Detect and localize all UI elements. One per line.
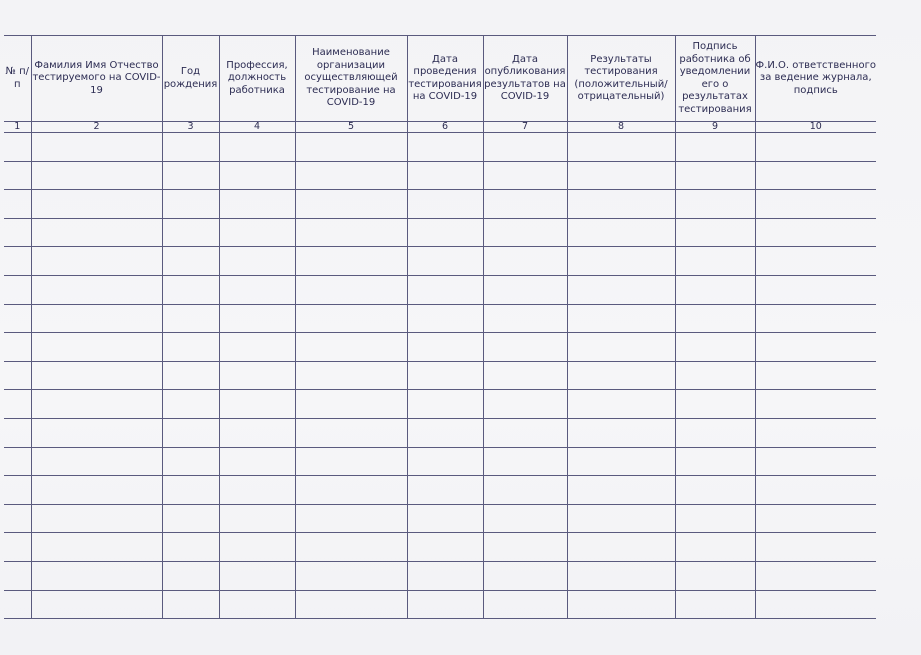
table-cell[interactable]	[4, 390, 31, 419]
table-cell[interactable]	[4, 361, 31, 390]
table-cell[interactable]	[567, 333, 675, 362]
table-row	[4, 476, 876, 505]
table-cell[interactable]	[483, 333, 567, 362]
table-cell[interactable]	[295, 561, 407, 590]
table-cell[interactable]	[295, 161, 407, 190]
table-row	[4, 561, 876, 590]
table-cell[interactable]	[31, 590, 162, 619]
table-cell[interactable]	[4, 418, 31, 447]
column-number: 5	[295, 122, 407, 133]
table-cell[interactable]	[483, 418, 567, 447]
table-cell[interactable]	[755, 390, 876, 419]
table-cell[interactable]	[567, 247, 675, 276]
column-number: 7	[483, 122, 567, 133]
table-cell[interactable]	[675, 418, 755, 447]
table-cell[interactable]	[675, 476, 755, 505]
table-cell[interactable]	[407, 590, 483, 619]
table-cell[interactable]	[4, 304, 31, 333]
table-cell[interactable]	[567, 561, 675, 590]
table-cell[interactable]	[407, 247, 483, 276]
table-cell[interactable]	[219, 333, 295, 362]
table-cell[interactable]	[295, 333, 407, 362]
table-cell[interactable]	[162, 390, 219, 419]
table-cell[interactable]	[4, 190, 31, 219]
table-cell[interactable]	[567, 361, 675, 390]
header-cell-responsible-person: Ф.И.О. ответственного за ведение журнала, подпись	[755, 36, 876, 122]
column-number: 4	[219, 122, 295, 133]
table-cell[interactable]	[675, 275, 755, 304]
table-cell[interactable]	[219, 304, 295, 333]
table-cell[interactable]	[675, 561, 755, 590]
table-cell[interactable]	[162, 133, 219, 162]
table-cell[interactable]	[483, 161, 567, 190]
table-cell[interactable]	[162, 533, 219, 562]
table-cell[interactable]	[162, 333, 219, 362]
table-cell[interactable]	[162, 447, 219, 476]
table-row	[4, 361, 876, 390]
header-cell-position: Профессия, должность работника	[219, 36, 295, 122]
table-cell[interactable]	[295, 504, 407, 533]
header-cell-test-result: Результаты тестирования (положительный/ отрицательный)	[567, 36, 675, 122]
table-cell[interactable]	[407, 333, 483, 362]
table-cell[interactable]	[162, 361, 219, 390]
table-cell[interactable]	[675, 304, 755, 333]
table-cell[interactable]	[219, 361, 295, 390]
table-cell[interactable]	[219, 447, 295, 476]
table-cell[interactable]	[31, 218, 162, 247]
table-cell[interactable]	[567, 133, 675, 162]
table-cell[interactable]	[675, 504, 755, 533]
table-cell[interactable]	[567, 476, 675, 505]
table-cell[interactable]	[4, 133, 31, 162]
table-cell[interactable]	[219, 476, 295, 505]
table-cell[interactable]	[755, 161, 876, 190]
table-cell[interactable]	[567, 390, 675, 419]
table-cell[interactable]	[295, 390, 407, 419]
table-cell[interactable]	[219, 533, 295, 562]
table-cell[interactable]	[675, 447, 755, 476]
table-cell[interactable]	[31, 390, 162, 419]
table-cell[interactable]	[162, 247, 219, 276]
table-row	[4, 333, 876, 362]
table-cell[interactable]	[4, 218, 31, 247]
table-cell[interactable]	[295, 190, 407, 219]
table-cell[interactable]	[675, 247, 755, 276]
table-cell[interactable]	[4, 590, 31, 619]
journal-body	[4, 133, 876, 619]
table-cell[interactable]	[31, 533, 162, 562]
table-cell[interactable]	[675, 361, 755, 390]
table-cell[interactable]	[483, 190, 567, 219]
table-cell[interactable]	[567, 304, 675, 333]
table-cell[interactable]	[567, 418, 675, 447]
table-cell[interactable]	[483, 476, 567, 505]
table-cell[interactable]	[407, 476, 483, 505]
table-cell[interactable]	[295, 361, 407, 390]
table-cell[interactable]	[755, 333, 876, 362]
table-cell[interactable]	[219, 161, 295, 190]
header-cell-test-date: Дата проведения тестирования на COVID-19	[407, 36, 483, 122]
table-cell[interactable]	[219, 504, 295, 533]
table-cell[interactable]	[755, 133, 876, 162]
table-cell[interactable]	[295, 218, 407, 247]
table-cell[interactable]	[31, 275, 162, 304]
table-cell[interactable]	[755, 561, 876, 590]
table-cell[interactable]	[31, 247, 162, 276]
table-cell[interactable]	[755, 361, 876, 390]
column-number-row	[4, 122, 876, 133]
table-cell[interactable]	[567, 504, 675, 533]
table-cell[interactable]	[675, 390, 755, 419]
table-cell[interactable]	[162, 476, 219, 505]
table-cell[interactable]	[31, 333, 162, 362]
table-cell[interactable]	[755, 190, 876, 219]
table-cell[interactable]	[407, 275, 483, 304]
table-cell[interactable]	[755, 247, 876, 276]
covid-testing-journal-table	[4, 35, 876, 619]
table-cell[interactable]	[675, 190, 755, 219]
table-cell[interactable]	[162, 561, 219, 590]
table-cell[interactable]	[295, 133, 407, 162]
table-cell[interactable]	[4, 161, 31, 190]
table-cell[interactable]	[483, 504, 567, 533]
column-number: 10	[755, 122, 876, 133]
table-row	[4, 247, 876, 276]
table-cell[interactable]	[4, 247, 31, 276]
table-cell[interactable]	[31, 418, 162, 447]
table-cell[interactable]	[219, 247, 295, 276]
header-row	[4, 36, 876, 122]
table-cell[interactable]	[4, 447, 31, 476]
table-row	[4, 275, 876, 304]
table-cell[interactable]	[407, 504, 483, 533]
table-cell[interactable]	[219, 218, 295, 247]
table-cell[interactable]	[4, 333, 31, 362]
table-cell[interactable]	[755, 590, 876, 619]
table-cell[interactable]	[162, 275, 219, 304]
table-cell[interactable]	[675, 161, 755, 190]
table-cell[interactable]	[483, 275, 567, 304]
table-row	[4, 504, 876, 533]
header-cell-index: № п/п	[4, 36, 31, 122]
table-cell[interactable]	[219, 561, 295, 590]
table-cell[interactable]	[755, 275, 876, 304]
table-cell[interactable]	[4, 504, 31, 533]
header-cell-full-name: Фамилия Имя Отчество тестируемого на COVID-19	[31, 36, 162, 122]
table-cell[interactable]	[567, 590, 675, 619]
column-number: 9	[675, 122, 755, 133]
table-cell[interactable]	[407, 533, 483, 562]
table-row	[4, 533, 876, 562]
table-cell[interactable]	[219, 190, 295, 219]
table-cell[interactable]	[483, 533, 567, 562]
column-number: 2	[31, 122, 162, 133]
table-cell[interactable]	[755, 418, 876, 447]
table-cell[interactable]	[31, 190, 162, 219]
table-cell[interactable]	[755, 504, 876, 533]
table-cell[interactable]	[4, 476, 31, 505]
table-row	[4, 590, 876, 619]
table-cell[interactable]	[219, 275, 295, 304]
table-cell[interactable]	[295, 590, 407, 619]
table-cell[interactable]	[567, 447, 675, 476]
column-number: 6	[407, 122, 483, 133]
table-cell[interactable]	[162, 304, 219, 333]
table-cell[interactable]	[162, 218, 219, 247]
table-cell[interactable]	[407, 361, 483, 390]
table-cell[interactable]	[675, 218, 755, 247]
table-cell[interactable]	[295, 247, 407, 276]
table-cell[interactable]	[407, 390, 483, 419]
table-cell[interactable]	[219, 590, 295, 619]
table-cell[interactable]	[31, 304, 162, 333]
table-cell[interactable]	[31, 504, 162, 533]
table-cell[interactable]	[567, 218, 675, 247]
table-cell[interactable]	[483, 390, 567, 419]
table-cell[interactable]	[219, 418, 295, 447]
table-cell[interactable]	[483, 133, 567, 162]
column-number: 8	[567, 122, 675, 133]
table-cell[interactable]	[407, 133, 483, 162]
table-cell[interactable]	[483, 218, 567, 247]
table-cell[interactable]	[295, 447, 407, 476]
table-cell[interactable]	[219, 390, 295, 419]
table-cell[interactable]	[755, 447, 876, 476]
table-cell[interactable]	[675, 590, 755, 619]
table-cell[interactable]	[162, 161, 219, 190]
table-cell[interactable]	[295, 533, 407, 562]
column-number: 3	[162, 122, 219, 133]
table-cell[interactable]	[407, 190, 483, 219]
table-cell[interactable]	[483, 304, 567, 333]
table-row	[4, 418, 876, 447]
table-cell[interactable]	[407, 561, 483, 590]
table-cell[interactable]	[4, 275, 31, 304]
column-number: 1	[4, 122, 31, 133]
table-cell[interactable]	[407, 304, 483, 333]
table-cell[interactable]	[755, 304, 876, 333]
table-cell[interactable]	[567, 275, 675, 304]
table-cell[interactable]	[483, 361, 567, 390]
table-cell[interactable]	[4, 561, 31, 590]
table-cell[interactable]	[567, 533, 675, 562]
table-cell[interactable]	[483, 247, 567, 276]
table-cell[interactable]	[31, 447, 162, 476]
table-cell[interactable]	[567, 161, 675, 190]
table-row	[4, 190, 876, 219]
table-cell[interactable]	[755, 218, 876, 247]
table-cell[interactable]	[675, 533, 755, 562]
table-cell[interactable]	[483, 590, 567, 619]
header-cell-employee-signature: Подпись работника об уведомлении его о результатах тестирования	[675, 36, 755, 122]
table-cell[interactable]	[675, 333, 755, 362]
table-cell[interactable]	[407, 218, 483, 247]
table-cell[interactable]	[162, 590, 219, 619]
table-cell[interactable]	[219, 133, 295, 162]
table-cell[interactable]	[295, 275, 407, 304]
table-row	[4, 218, 876, 247]
table-cell[interactable]	[31, 161, 162, 190]
table-row	[4, 161, 876, 190]
table-cell[interactable]	[162, 418, 219, 447]
table-cell[interactable]	[31, 476, 162, 505]
table-cell[interactable]	[483, 447, 567, 476]
table-row	[4, 390, 876, 419]
table-cell[interactable]	[407, 418, 483, 447]
table-cell[interactable]	[567, 190, 675, 219]
table-cell[interactable]	[407, 161, 483, 190]
table-cell[interactable]	[755, 476, 876, 505]
table-cell[interactable]	[4, 533, 31, 562]
table-cell[interactable]	[162, 504, 219, 533]
table-row	[4, 133, 876, 162]
table-cell[interactable]	[483, 561, 567, 590]
table-cell[interactable]	[295, 476, 407, 505]
table-row	[4, 304, 876, 333]
header-cell-result-publication-date: Дата опубликования результатов на COVID-19	[483, 36, 567, 122]
table-cell[interactable]	[295, 304, 407, 333]
table-cell[interactable]	[295, 418, 407, 447]
header-cell-birth-year: Год рождения	[162, 36, 219, 122]
table-cell[interactable]	[31, 361, 162, 390]
table-cell[interactable]	[162, 190, 219, 219]
table-cell[interactable]	[675, 133, 755, 162]
header-cell-testing-organization: Наименование организации осуществляющей тестирование на COVID-19	[295, 36, 407, 122]
table-cell[interactable]	[31, 133, 162, 162]
table-cell[interactable]	[407, 447, 483, 476]
table-row	[4, 447, 876, 476]
table-cell[interactable]	[755, 533, 876, 562]
table-cell[interactable]	[31, 561, 162, 590]
